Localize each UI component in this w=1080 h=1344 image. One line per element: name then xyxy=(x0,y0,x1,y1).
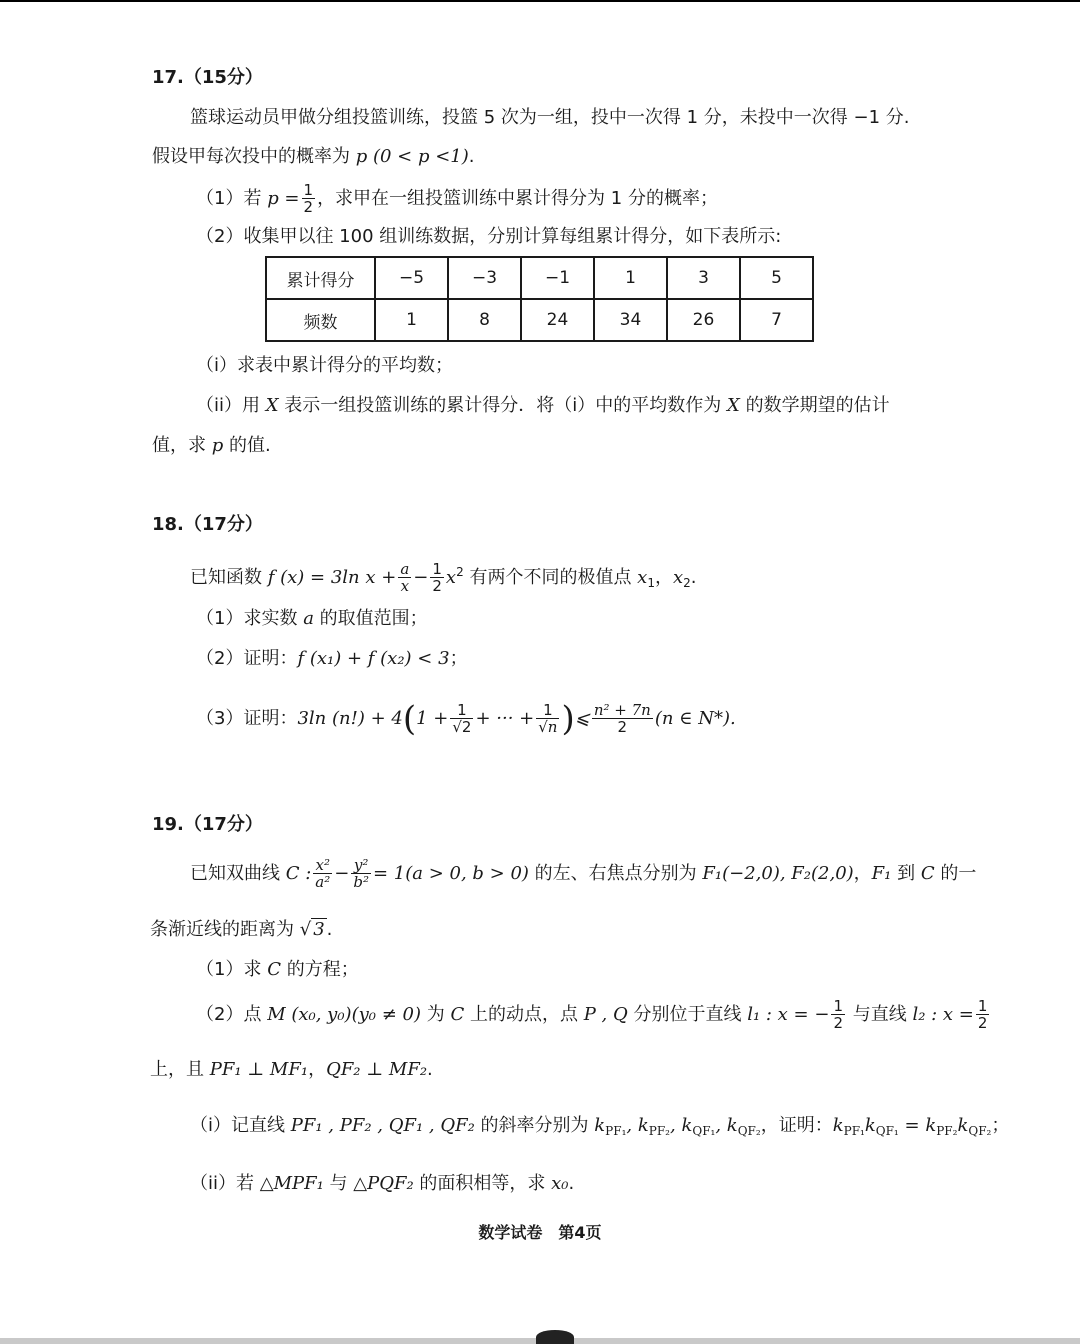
fraction-denominator: √n xyxy=(538,718,558,736)
fraction-numerator: x² xyxy=(313,858,332,874)
table-cell: 34 xyxy=(594,299,667,341)
math-X: X xyxy=(727,395,740,416)
math-x: x xyxy=(672,567,684,588)
math-C: C xyxy=(267,959,281,980)
subscript: 1 xyxy=(647,576,655,590)
page-footer: 数学试卷 第4页 xyxy=(478,1223,602,1242)
fraction-x2-a2 xyxy=(313,858,332,890)
subscript: 2 xyxy=(683,576,691,590)
math-F1: F₁ xyxy=(871,863,892,884)
table-cell: 8 xyxy=(448,299,521,341)
text: ， xyxy=(308,1059,327,1080)
math-k: k xyxy=(832,1115,844,1136)
math-p-range: p (0 < p <1) xyxy=(355,146,469,167)
fraction-denominator: a² xyxy=(315,873,331,891)
q17-part2: （2）收集甲以往 100 组训练数据，分别计算每组累计得分，如下表所示: xyxy=(196,226,782,247)
fraction-denominator: √2 xyxy=(452,718,472,736)
paren-close: ) xyxy=(561,699,575,739)
math-function: f (x) = 3ln x + xyxy=(267,567,397,588)
fraction-numerator: 1 xyxy=(977,997,988,1015)
text: 与 xyxy=(323,1173,354,1194)
math-lines: PF₁ , PF₂ , QF₁ , QF₂ xyxy=(290,1115,475,1136)
math-expression: 1 + xyxy=(416,708,449,729)
text: 的方程； xyxy=(280,959,359,980)
text: 的取值范围； xyxy=(313,608,428,629)
text: 的斜率分别为 xyxy=(474,1115,595,1136)
score-frequency-table xyxy=(265,256,814,342)
math-line-l2: l₂ : x = xyxy=(912,1004,974,1025)
q19-part2-ii xyxy=(190,1170,574,1198)
math-eq: = xyxy=(904,1115,920,1136)
math-inequality: f (x₁) + f (x₂) < 3 xyxy=(297,648,450,669)
text: 到 xyxy=(891,863,921,884)
table-cell: −3 xyxy=(448,257,521,299)
text: 的面积相等，求 xyxy=(413,1173,552,1194)
text: 表示一组投篮训练的累计得分．将（i）中的平均数作为 xyxy=(278,395,728,416)
subscript: PF₂ xyxy=(936,1124,958,1138)
table-cell: 24 xyxy=(521,299,594,341)
math-perpendicular: QF₂ ⊥ MF₂ xyxy=(326,1059,428,1080)
math-sqrt3: √ 3 xyxy=(299,919,325,940)
q19-part1 xyxy=(196,956,359,984)
fraction-denominator: x xyxy=(400,577,410,595)
text: （i）记直线 xyxy=(190,1115,291,1136)
radicand: 3 xyxy=(313,919,325,940)
subscript: QF₁ xyxy=(692,1124,716,1138)
text: （1）若 xyxy=(196,188,268,209)
fraction-numerator: 1 xyxy=(536,703,559,719)
text: 分别位于直线 xyxy=(627,1004,748,1025)
fraction-denominator: 2 xyxy=(617,718,628,736)
subscript: QF₁ xyxy=(875,1124,899,1138)
fraction-numerator: y² xyxy=(351,858,371,874)
text: 与直线 xyxy=(846,1004,913,1025)
math-k: k xyxy=(681,1115,693,1136)
text: 假设甲每次投中的概率为 xyxy=(152,146,356,167)
fraction-half xyxy=(430,562,444,594)
table-cell: 1 xyxy=(375,299,448,341)
math-k: k xyxy=(864,1115,876,1136)
table-cell: 7 xyxy=(740,299,813,341)
fraction-numerator: 1 xyxy=(303,181,314,199)
fraction-y2-b2 xyxy=(351,858,371,890)
q19-stem-line2 xyxy=(150,916,332,944)
text: 的左、右焦点分别为 xyxy=(528,863,703,884)
q19-heading: 19.（17分） xyxy=(152,814,263,835)
table-cell: 5 xyxy=(740,257,813,299)
q18-heading: 18.（17分） xyxy=(152,514,263,535)
table-cell: −5 xyxy=(375,257,448,299)
math-C: C : xyxy=(285,863,312,884)
text: ， xyxy=(853,863,872,884)
text: 的一 xyxy=(934,863,977,884)
fraction-denominator: b² xyxy=(353,873,369,891)
fraction-numerator: 1 xyxy=(450,703,473,719)
math-k: k xyxy=(594,1115,606,1136)
fraction-denominator: 2 xyxy=(303,198,314,216)
fraction-numerator: a xyxy=(400,560,410,578)
fraction-denominator: 2 xyxy=(833,1014,843,1032)
text: （ii）若 xyxy=(190,1173,260,1194)
text: ； xyxy=(449,648,468,669)
text: （ii）用 xyxy=(196,395,266,416)
text: （3）证明： xyxy=(196,708,298,729)
math-p: p = xyxy=(267,188,300,209)
subscript: QF₂ xyxy=(737,1124,761,1138)
fraction-numerator: 1 xyxy=(833,997,843,1015)
math-x: x xyxy=(445,567,457,588)
math-p: p xyxy=(211,435,224,456)
math-C: C xyxy=(450,1004,465,1025)
table-cell: 3 xyxy=(667,257,740,299)
math-slopes: $k_{PF_1}$, $k_{PF_2}$, $k_{QF_1}$, $k_{QF_2}$ xyxy=(594,1115,761,1138)
text: 上的动点，点 xyxy=(464,1004,584,1025)
text: 为 xyxy=(421,1004,451,1025)
subscript: PF₁ xyxy=(605,1124,627,1138)
paren-open: ( xyxy=(402,699,417,739)
text: （1）求 xyxy=(196,959,268,980)
text: ，求甲在一组投篮训练中累计得分为 1 分的概率； xyxy=(317,188,718,209)
q18-stem xyxy=(190,558,697,597)
table-row xyxy=(266,299,813,341)
math-k: k xyxy=(957,1115,969,1136)
text: . xyxy=(568,1173,575,1194)
math-triangle: △PQF₂ xyxy=(353,1173,414,1194)
q17-part2-ii-cont xyxy=(152,432,271,460)
math-condition: (n ∈ N*). xyxy=(654,708,736,729)
math-PQ: P , Q xyxy=(583,1004,628,1025)
text: . xyxy=(427,1059,433,1080)
fraction-a-over-x xyxy=(398,562,411,594)
table-cell: 1 xyxy=(594,257,667,299)
q18-part3 xyxy=(196,699,736,739)
math-minus: − xyxy=(413,567,429,588)
fraction-denominator: 2 xyxy=(432,577,442,595)
fraction-half xyxy=(976,999,990,1031)
math-point-M: M (x₀, y₀)(y₀ ≠ 0) xyxy=(267,1004,421,1025)
math-expression: 3ln (n!) + 4 xyxy=(297,708,403,729)
fraction-one-over-rootn xyxy=(536,703,559,735)
fraction-half xyxy=(831,999,845,1031)
text: （2）证明： xyxy=(196,648,298,669)
q17-heading: 17.（15分） xyxy=(152,67,263,88)
math-x: x xyxy=(637,567,648,588)
text: . xyxy=(690,567,697,588)
math-X: X xyxy=(265,395,279,416)
fraction-half xyxy=(302,183,316,215)
text: 的值. xyxy=(223,435,271,456)
table-cell: −1 xyxy=(521,257,594,299)
text: 已知函数 xyxy=(190,567,268,588)
math-k: k xyxy=(726,1115,738,1136)
q17-stem-line2 xyxy=(152,143,475,171)
table-row xyxy=(266,257,813,299)
text: （2）点 xyxy=(196,1004,268,1025)
math-equation: = 1(a > 0, b > 0) xyxy=(372,863,529,884)
math-le: ⩽ xyxy=(574,708,590,729)
math-x0: x₀ xyxy=(551,1173,569,1194)
text: ， xyxy=(654,567,673,588)
table-header-cell: 频数 xyxy=(266,299,375,341)
subscript: PF₁ xyxy=(843,1124,865,1138)
text: 的数学期望的估计 xyxy=(739,395,890,416)
q17-stem-line1: 篮球运动员甲做分组投篮训练，投篮 5 次为一组，投中一次得 1 分，未投中一次得 −1 分. xyxy=(190,107,910,128)
subscript: QF₂ xyxy=(968,1124,992,1138)
math-minus: − xyxy=(334,863,350,884)
text: 已知双曲线 xyxy=(190,863,286,884)
text: 条渐近线的距离为 xyxy=(150,919,300,940)
binder-clip-mark xyxy=(536,1330,574,1344)
q19-stem-line1 xyxy=(190,858,976,890)
q18-part2 xyxy=(196,645,468,673)
text: 上，且 xyxy=(150,1059,210,1080)
fraction-one-over-root2 xyxy=(450,703,473,735)
text: . xyxy=(326,919,333,940)
math-slope-identity xyxy=(833,1115,992,1136)
fraction-numerator: n² + 7n xyxy=(593,701,651,719)
math-line-l1: l₁ : x = − xyxy=(747,1004,830,1025)
q17-part2-i: （i）求表中累计得分的平均数； xyxy=(196,355,453,376)
math-k: k xyxy=(925,1115,937,1136)
math-dots: + ··· + xyxy=(475,708,535,729)
text: 值，求 xyxy=(152,435,212,456)
math-a: a xyxy=(303,608,314,629)
subscript: PF₂ xyxy=(648,1124,670,1138)
text: ，证明： xyxy=(760,1115,833,1136)
table-header-cell: 累计得分 xyxy=(266,257,375,299)
q18-part1 xyxy=(196,605,428,633)
table-cell: 26 xyxy=(667,299,740,341)
q17-part2-ii xyxy=(196,392,890,420)
fraction-denominator: 2 xyxy=(977,1014,988,1032)
math-perpendicular: PF₁ ⊥ MF₁ xyxy=(209,1059,309,1080)
superscript: 2 xyxy=(456,565,464,579)
fraction-numerator: 1 xyxy=(432,560,442,578)
q19-part2-i xyxy=(190,1112,1009,1145)
text: ； xyxy=(991,1115,1010,1136)
text: （1）求实数 xyxy=(196,608,304,629)
q19-part2 xyxy=(196,999,991,1031)
math-foci: F₁(−2,0), F₂(2,0) xyxy=(702,863,854,884)
q19-part2-cont xyxy=(150,1056,433,1084)
scan-top-edge xyxy=(0,0,1080,2)
text: 有两个不同的极值点 xyxy=(463,567,638,588)
math-k: k xyxy=(637,1115,649,1136)
text: . xyxy=(468,146,475,167)
q17-part1 xyxy=(196,183,718,215)
fraction-poly xyxy=(592,703,653,735)
math-C: C xyxy=(920,863,935,884)
math-triangle: △MPF₁ xyxy=(259,1173,324,1194)
